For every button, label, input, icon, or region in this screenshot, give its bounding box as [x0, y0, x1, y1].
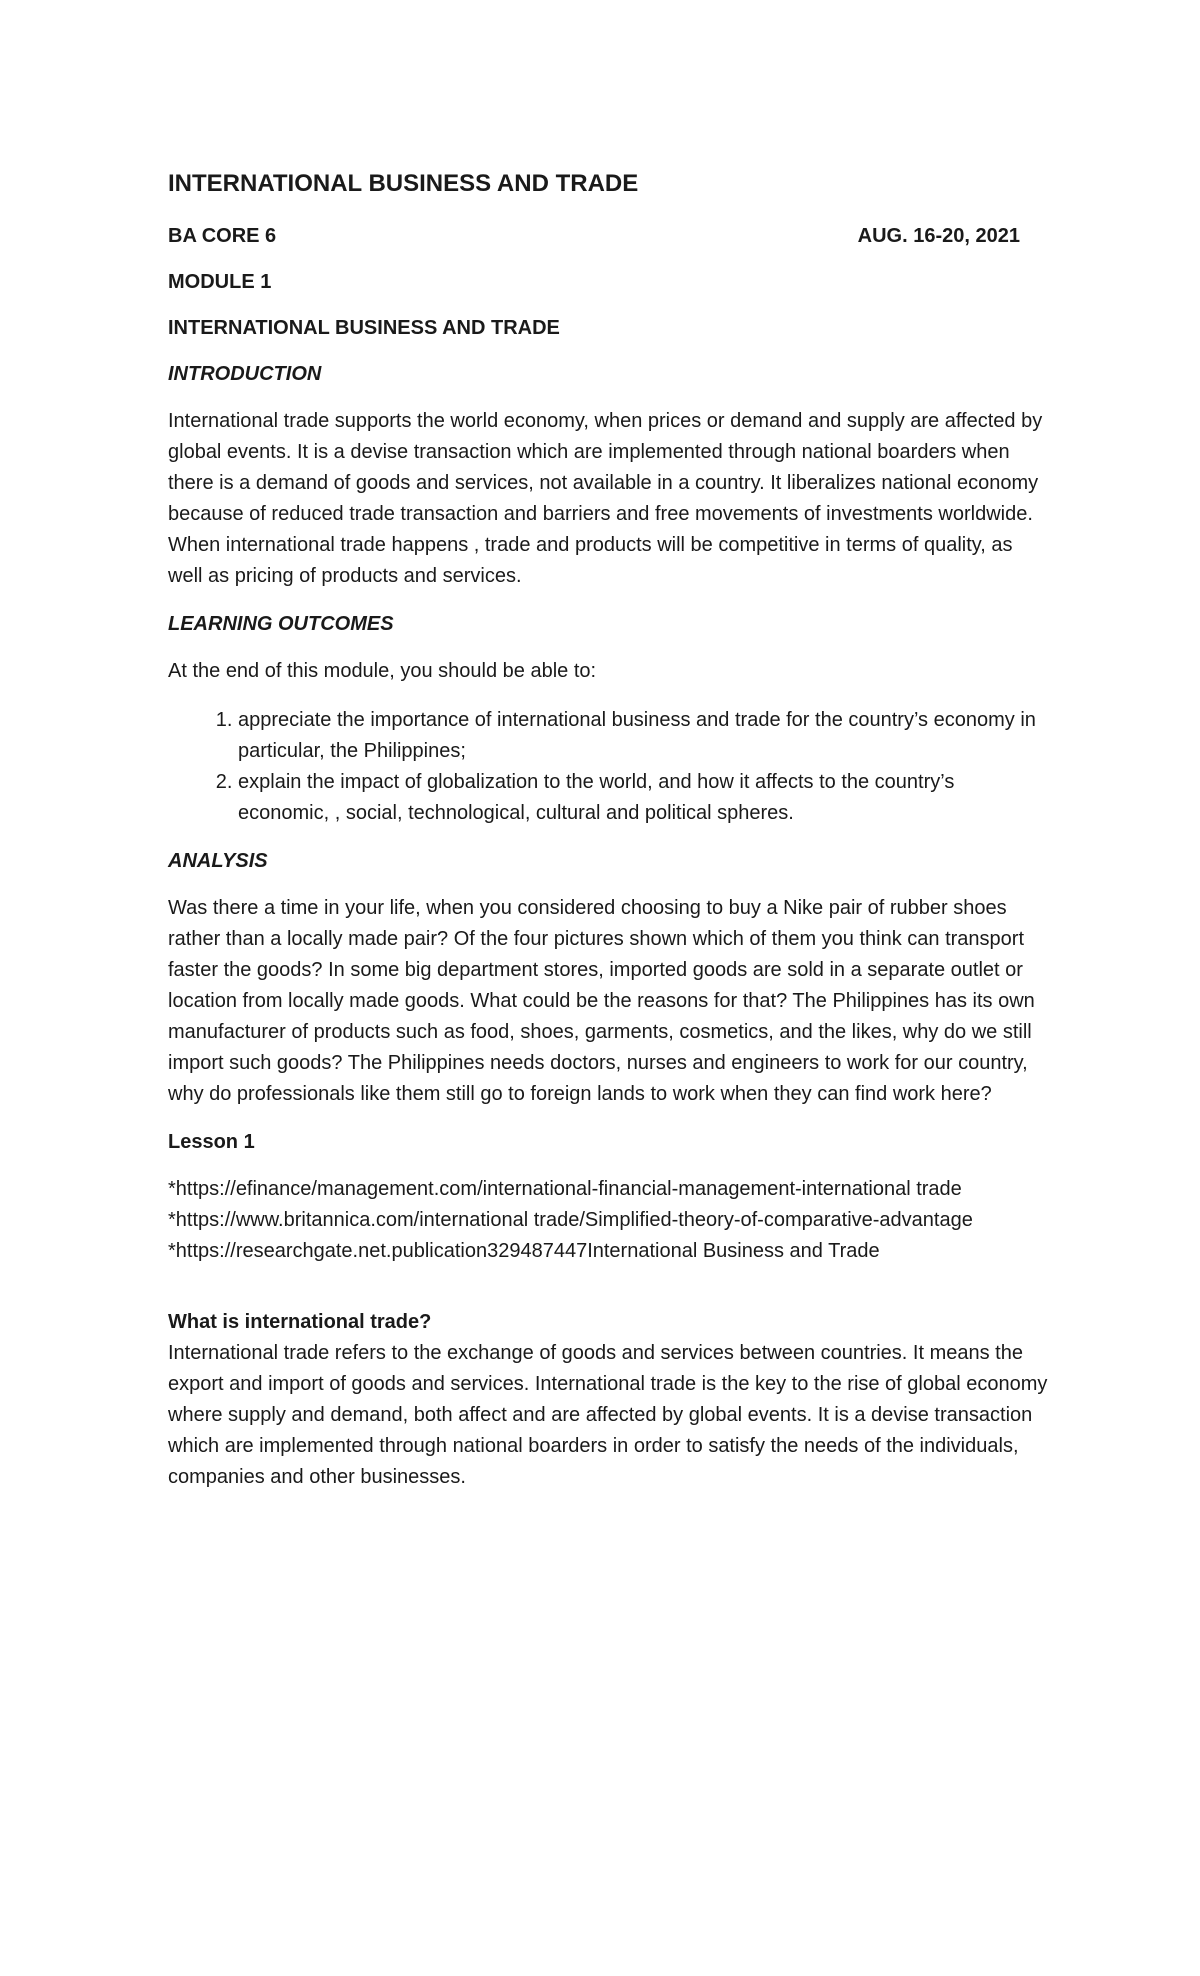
module-number: MODULE 1 [168, 271, 272, 293]
list-item: 2. explain the impact of globalization to the world, and how it affects to the country’s economic, , social, technological, cultural and political spheres. [238, 767, 1050, 829]
learning-outcomes-heading: LEARNING OUTCOMES [168, 613, 394, 635]
reference-list [168, 1174, 1050, 1267]
learning-outcomes-intro: At the end of this module, you should be able to: [168, 660, 597, 682]
introduction-text: International trade supports the world economy, when prices or demand and supply are affected by global events. It is a devise transaction which are implemented through national boarders when there is a demand of goods and services, not available in a country. It liberalizes national economy because of reduced trade transaction and barriers and free movements of investments worldwide. When international trade happens , trade and products will be competitive in terms of quality, as well as pricing of products and services. [168, 410, 1043, 587]
course-date-row [168, 222, 1050, 250]
what-is-trade-text: International trade refers to the exchange of goods and services between countries. It means the export and import of goods and services. International trade is the key to the rise of global economy where supply and demand, both affect and are affected by global events. It is a devise transaction which are implemented through national boarders in order to satisfy the needs of the individuals, companies and other businesses. [168, 1342, 1048, 1488]
list-item: 1. appreciate the importance of international business and trade for the country’s economy in particular, the Philippines; [238, 705, 1050, 767]
what-is-trade-heading: What is international trade? [168, 1311, 432, 1333]
date-range: AUG. 16-20, 2021 [857, 225, 1020, 247]
reference-link[interactable]: *https://researchgate.net.publication329487447International Business and Trade [168, 1240, 880, 1262]
lesson-heading: Lesson 1 [168, 1131, 255, 1153]
document-title: INTERNATIONAL BUSINESS AND TRADE [168, 170, 639, 197]
analysis-text: Was there a time in your life, when you considered choosing to buy a Nike pair of rubber shoes rather than a locally made pair? Of the four pictures shown which of them you think can transport faster the goods? In some big department stores, imported goods are sold in a separate outlet or location from locally made goods. What could be the reasons for that? The Philippines has its own manufacturer of products such as food, shoes, garments, cosmetics, and the likes, why do we still import such goods? The Philippines needs doctors, nurses and engineers to work for our country, why do professionals like them still go to foreign lands to work when they can find work here? [168, 897, 1035, 1105]
introduction-heading: INTRODUCTION [168, 363, 322, 385]
reference-link[interactable]: *https://efinance/management.com/international-financial-management-international trade [168, 1178, 962, 1200]
course-code: BA CORE 6 [168, 225, 277, 247]
module-title: INTERNATIONAL BUSINESS AND TRADE [168, 317, 560, 339]
learning-outcomes-list [168, 705, 1050, 829]
reference-link[interactable]: *https://www.britannica.com/international trade/Simplified-theory-of-comparative-advantage [168, 1209, 973, 1231]
analysis-heading: ANALYSIS [168, 850, 268, 872]
